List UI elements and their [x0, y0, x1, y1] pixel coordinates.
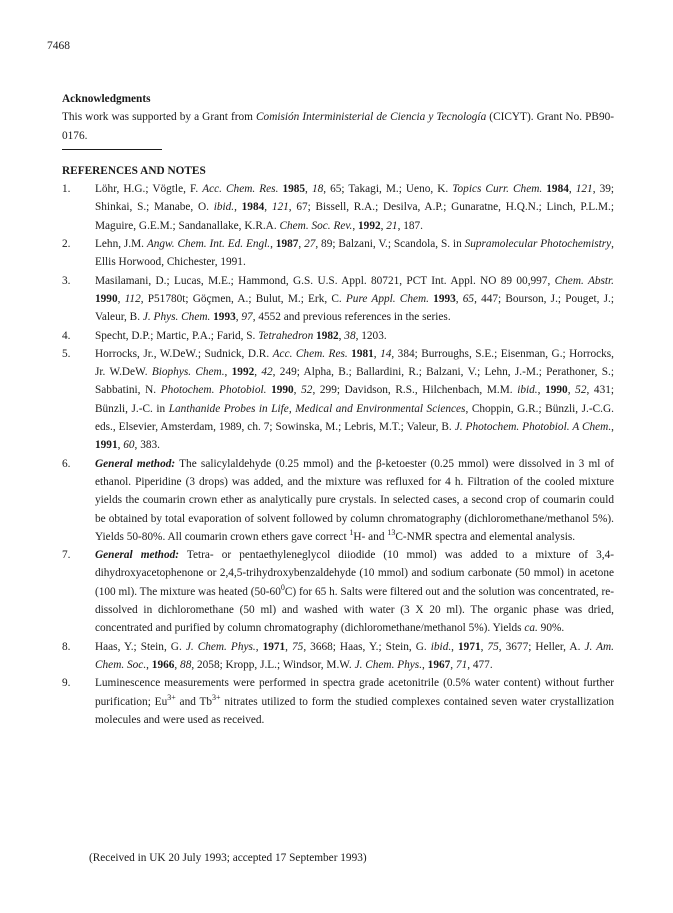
- reference-item: [62, 546, 615, 637]
- reference-segment: 1990: [271, 384, 294, 397]
- acknowledgments-text-before: This work was supported by a Grant from: [62, 111, 257, 124]
- reference-segment: Tetrahedron: [258, 329, 314, 342]
- reference-segment: Chem. Abstr.: [554, 274, 614, 287]
- reference-segment: ,: [224, 366, 232, 379]
- reference-segment: General method:: [95, 549, 180, 562]
- reference-segment: , 2058; Kropp, J.L.; Windsor, M.W.: [191, 658, 355, 671]
- reference-segment: H- and: [353, 530, 388, 543]
- reference-segment: 1993: [433, 292, 456, 305]
- reference-segment: , 384; Burroughs, S.E.; Eisenman, G.; Horrocks, Jr. W.DeW.: [95, 347, 615, 379]
- reference-number: 9.: [62, 677, 71, 690]
- reference-segment: 1981: [351, 347, 374, 360]
- received-date-note: (Received in UK 20 July 1993; accepted 17 September 1993): [89, 852, 367, 864]
- reference-segment: Topics Curr. Chem.: [452, 183, 543, 196]
- reference-segment: 97: [241, 311, 253, 324]
- reference-item: [62, 235, 614, 272]
- reference-segment: C) for 65 h. Salts were filtered out and the solution was concentrated, re-dissolved in dichloromethane (50 ml) and washed with water (3 X 20 ml). The organic phase was dried, concentrated and purified by column chromatography (dichloromethane/methanol 5%). Yields: [95, 585, 615, 635]
- reference-segment: , 89; Balzani, V.; Scandola, S. in: [315, 238, 465, 251]
- reference-segment: ,: [293, 384, 302, 397]
- reference-segment: , 3668; Haas, Y.; Stein, G.: [303, 640, 431, 653]
- page-number: 7468: [47, 40, 70, 52]
- reference-item: [62, 674, 614, 729]
- reference-segment: ,: [298, 238, 305, 251]
- reference-segment: 90%.: [537, 622, 565, 635]
- reference-segment: , Choppin, G.R.; Bünzli, J.-C.G. eds., Elsevier, Amsterdam, 1989, ch. 7; Sowinska, M.; Lebris, M.T.; Valeur, B.: [95, 402, 614, 434]
- reference-number: 3.: [62, 274, 71, 287]
- reference-segment: 1971: [262, 640, 286, 653]
- reference-segment: and Tb: [175, 695, 213, 708]
- reference-segment: Löhr, H.G.; Vögtle, F.: [95, 183, 203, 196]
- reference-segment: 14: [380, 347, 392, 360]
- section-divider: [62, 149, 162, 150]
- reference-segment: 1992: [231, 366, 255, 379]
- reference-segment: Specht, D.P.; Martic, P.A.; Farid, S.: [95, 329, 259, 342]
- reference-segment: 38: [344, 329, 356, 342]
- reference-number: 2.: [62, 238, 71, 251]
- reference-text: [95, 345, 614, 455]
- reference-segment: , 3677; Heller, A.: [498, 640, 585, 653]
- reference-segment: 71: [455, 658, 468, 671]
- reference-segment: 1992: [358, 219, 381, 232]
- reference-segment: ,: [255, 640, 263, 653]
- reference-segment: 18: [311, 183, 324, 196]
- reference-segment: Masilamani, D.; Lucas, M.E.; Hammond, G.S. U.S. Appl. 80721, PCT Int. Appl. NO 89 00,997,: [95, 274, 555, 287]
- reference-text: [95, 674, 614, 729]
- reference-segment: Tetra- or pentaethyleneglycol diiodide (10 mmol) was added to a mixture of 3,4-dihydroxyacetophenone or 2,4,5-trihydroxybenzaldehyde (10 mmol) and sodium carbonate (50 mmol) in acetone (100 ml). The mixture was heated (50-60: [95, 549, 614, 598]
- reference-segment: ,: [305, 183, 312, 196]
- reference-segment: 65: [462, 292, 475, 305]
- reference-segment: ibid.: [213, 201, 235, 214]
- reference-segment: , 431; Bünzli, J.-C. in: [95, 384, 615, 415]
- reference-segment: nitrates utilized to form the studied complexes contained seven water crystallization molecules and were used as received.: [95, 695, 614, 726]
- reference-segment: , 65; Takagi, M.; Ueno, K.: [323, 183, 453, 196]
- reference-item: [62, 345, 615, 455]
- reference-segment: 1991: [95, 439, 118, 452]
- reference-text: [95, 546, 614, 637]
- reference-segment: 112: [124, 292, 141, 305]
- reference-segment: ,: [352, 219, 359, 232]
- reference-number: 6.: [62, 457, 71, 470]
- funding-agency: Comisión Interministerial de Ciencia y Tecnología: [256, 111, 487, 124]
- reference-text: [95, 455, 614, 546]
- reference-segment: 1971: [458, 640, 481, 653]
- reference-segment: 60: [123, 439, 135, 452]
- reference-segment: ,: [254, 366, 262, 379]
- reference-segment: 1993: [213, 311, 236, 324]
- reference-segment: 1987: [275, 238, 299, 251]
- reference-segment: Luminescence measurements were performed in spectra grade acetonitrile (0.5% water content) without further purification; Eu: [95, 677, 614, 708]
- reference-segment: 52: [301, 384, 313, 397]
- reference-segment: 1984: [241, 201, 265, 214]
- reference-segment: , Ellis Horwood, Chichester, 1991.: [95, 238, 614, 269]
- reference-item: [62, 327, 614, 345]
- reference-segment: 1966: [151, 658, 175, 671]
- reference-segment: Angw. Chem. Int. Ed. Engl.: [146, 238, 271, 251]
- reference-segment: ,: [117, 439, 124, 452]
- reference-segment: General method:: [95, 457, 176, 470]
- reference-segment: , 39; Shinkai, S.; Manabe, O.: [95, 183, 615, 214]
- reference-segment: ibid.: [430, 640, 452, 653]
- reference-text: [95, 180, 614, 235]
- reference-segment: , 4552 and previous references in the series.: [252, 311, 451, 324]
- reference-segment: 1985: [282, 183, 306, 196]
- reference-segment: ,: [146, 658, 152, 671]
- reference-number: 8.: [62, 640, 71, 653]
- reference-list: [62, 180, 614, 729]
- reference-segment: ,: [537, 384, 546, 397]
- reference-segment: Acc. Chem. Res.: [202, 183, 279, 196]
- reference-segment: ,: [380, 219, 387, 232]
- reference-segment: ,: [373, 347, 381, 360]
- reference-text: [95, 235, 614, 272]
- reference-segment: 52: [575, 384, 587, 397]
- reference-segment: 1990: [95, 292, 118, 305]
- reference-item: [62, 180, 615, 235]
- reference-segment: , 447; Bourson, J.; Pouget, J.; Valeur, B.: [95, 292, 614, 324]
- acknowledgments-text: [62, 108, 614, 145]
- reference-segment: ,: [451, 640, 459, 653]
- reference-segment: 1982: [316, 329, 339, 342]
- reference-segment: , 383.: [134, 439, 160, 452]
- reference-segment: Chem. Soc. Rev.: [279, 219, 353, 232]
- reference-segment: 75: [487, 640, 499, 653]
- reference-segment: ,: [455, 292, 463, 305]
- reference-segment: 1967: [427, 658, 451, 671]
- reference-segment: ,: [611, 421, 614, 434]
- reference-segment: ,: [235, 311, 242, 324]
- reference-segment: J. Chem. Phys.: [354, 658, 423, 671]
- reference-segment: , 477.: [467, 658, 493, 671]
- reference-text: [95, 638, 614, 675]
- reference-segment: ,: [285, 640, 293, 653]
- acknowledgments-heading: Acknowledgments: [62, 93, 151, 105]
- reference-segment: ,: [568, 183, 576, 196]
- reference-segment: , 67; Bissell, R.A.; Desilva, A.P.; Gunaratne, H.Q.N.; Linch, P.L.M.; Maguire, G.E.M.; Sandanallake, K.R.A.: [95, 201, 615, 232]
- reference-segment: ,: [450, 658, 456, 671]
- reference-text: [95, 327, 614, 345]
- reference-segment: 21: [386, 219, 398, 232]
- article-body: [62, 90, 614, 729]
- reference-segment: 42: [261, 366, 273, 379]
- reference-segment: , 1203.: [355, 329, 387, 342]
- reference-number: 1.: [62, 183, 71, 196]
- reference-segment: ,: [422, 658, 428, 671]
- reference-segment: 13: [387, 528, 396, 538]
- reference-segment: 3+: [212, 692, 221, 702]
- reference-segment: Acc. Chem. Res.: [272, 347, 348, 360]
- reference-segment: Pure Appl. Chem.: [345, 292, 429, 305]
- reference-segment: J. Am. Chem. Soc.: [95, 640, 614, 671]
- reference-number: 7.: [62, 549, 71, 562]
- reference-segment: 75: [292, 640, 304, 653]
- reference-segment: 121: [575, 183, 593, 196]
- reference-segment: Biophys. Chem.: [151, 366, 225, 379]
- reference-segment: ,: [174, 658, 181, 671]
- reference-segment: J. Phys. Chem.: [142, 311, 211, 324]
- reference-number: 5.: [62, 347, 71, 360]
- reference-segment: Horrocks, Jr., W.DeW.; Sudnick, D.R.: [95, 347, 273, 360]
- references-heading: REFERENCES AND NOTES: [62, 164, 206, 177]
- reference-segment: ,: [117, 292, 125, 305]
- reference-segment: ca.: [524, 622, 538, 635]
- reference-segment: ibid.: [517, 384, 538, 397]
- reference-segment: ,: [480, 640, 488, 653]
- reference-segment: , 187.: [397, 219, 423, 232]
- reference-segment: 121: [271, 201, 289, 214]
- reference-item: [62, 272, 614, 327]
- reference-segment: 88: [180, 658, 192, 671]
- reference-segment: C-NMR spectra and elemental analysis.: [395, 530, 576, 543]
- reference-segment: 1: [349, 528, 354, 538]
- reference-text: [95, 272, 614, 327]
- reference-segment: J. Chem. Phys.: [185, 640, 256, 653]
- reference-segment: , 299; Davidson, R.S., Hilchenbach, M.M.: [312, 384, 518, 397]
- reference-segment: 0: [280, 582, 285, 592]
- reference-segment: 1984: [546, 183, 569, 196]
- reference-segment: 1990: [545, 384, 568, 397]
- reference-segment: Haas, Y.; Stein, G.: [95, 640, 186, 653]
- reference-segment: ,: [234, 201, 242, 214]
- reference-segment: , 249; Alpha, B.; Ballardini, R.; Balzani, V.; Lehn, J.-M.; Perathoner, S.; Sabbatini, N.: [95, 366, 614, 397]
- reference-segment: ,: [338, 329, 345, 342]
- reference-segment: ,: [270, 238, 276, 251]
- reference-segment: The salicylaldehyde (0.25 mmol) and the β-ketoester (0.25 mmol) were dissolved in 3 ml of ethanol. Piperidine (3 drops) was added, and the mixture was refluxed for 4 h. Filtration of the cooled mixture yields the coumarin crown ether as analytically pure crystals. In selected cases, a second crop of coumarin could be obtained by total evaporation of solvent followed by column chromatography (dichloromethane/methanol 5%). Yields 50-80%. All coumarin crown ethers gave correct: [95, 457, 615, 543]
- reference-segment: 27: [304, 238, 316, 251]
- reference-segment: ,: [567, 384, 576, 397]
- reference-segment: ,: [264, 201, 272, 214]
- reference-number: 4.: [62, 329, 71, 342]
- reference-segment: Lanthanide Probes in Life, Medical and Environmental Sciences: [168, 402, 466, 415]
- reference-segment: J. Photochem. Photobiol. A Chem.: [454, 421, 612, 434]
- reference-segment: Lehn, J.M.: [95, 238, 147, 251]
- reference-item: [62, 638, 614, 675]
- reference-item: [62, 455, 615, 546]
- reference-segment: Supramolecular Photochemistry: [464, 238, 612, 251]
- reference-segment: Photochem. Photobiol.: [160, 384, 267, 397]
- reference-segment: 3+: [167, 692, 176, 702]
- reference-segment: , P51780t; Göçmen, A.; Bulut, M.; Erk, C.: [140, 292, 346, 305]
- acknowledgments-text-after: (CICYT). Grant No. PB90-0176.: [62, 111, 614, 142]
